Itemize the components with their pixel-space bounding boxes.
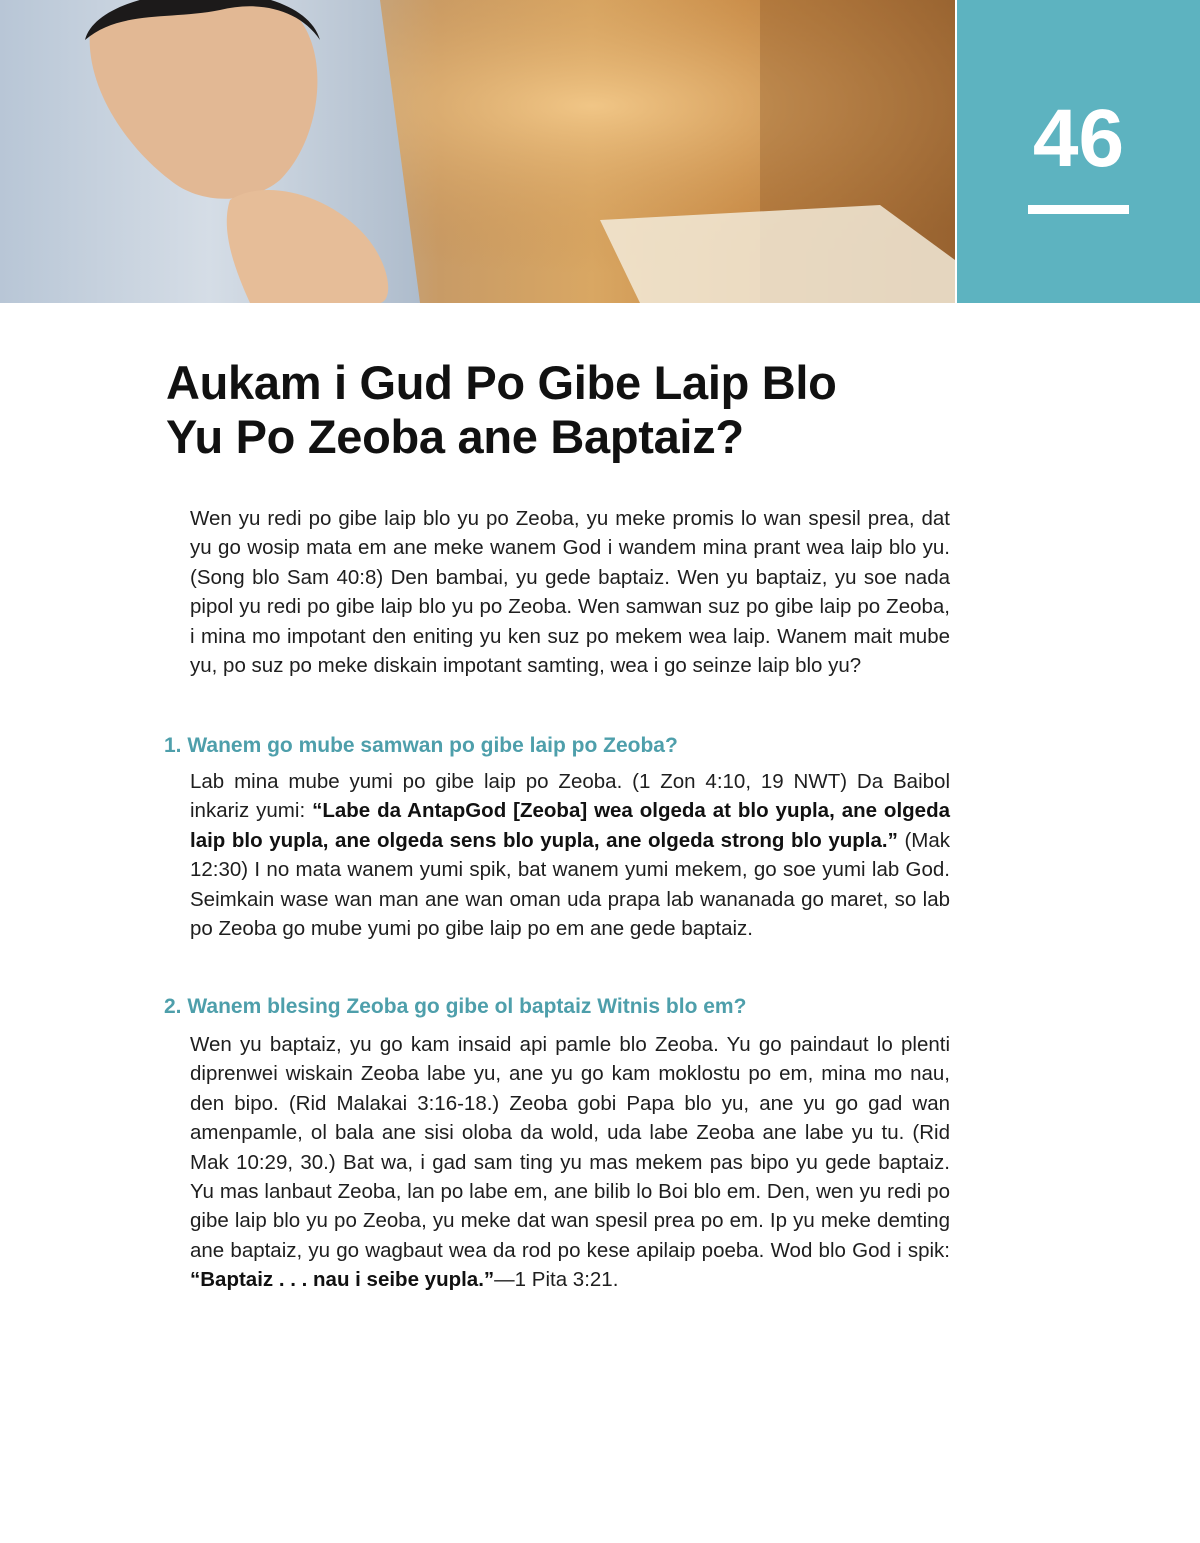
title-line-1: Aukam i Gud Po Gibe Laip Blo	[166, 356, 837, 409]
answer-1-quote: “Labe da AntapGod [Zeoba] wea olgeda at blo yupla, ane olgeda laip blo yupla, ane olgeda sens blo yupla, ane olgeda strong blo yupla.”	[190, 799, 950, 852]
lesson-number: 46	[1032, 93, 1125, 184]
question-1-heading: 1. Wanem go mube samwan po gibe laip po Zeoba?	[164, 734, 678, 757]
answer-2-quote: “Baptaiz . . . nau i seibe yupla.”	[190, 1268, 495, 1292]
question-2-heading: 2. Wanem blesing Zeoba go gibe ol baptaiz Witnis blo em?	[164, 995, 747, 1018]
hero-photo	[0, 0, 955, 303]
answer-1-text-a: Lab mina mube yumi po gibe laip po Zeoba. (1 Zon 4:10, 19 NWT) Da Baibol inkariz yumi:	[190, 770, 950, 823]
page-title	[166, 356, 966, 464]
answer-2-text-b: —1 Pita 3:21.	[494, 1268, 619, 1292]
intro-paragraph: Wen yu redi po gibe laip blo yu po Zeoba, yu meke promis lo wan spesil prea, dat yu go wosip mata em ane meke wanem God i wandem mina prant wea laip blo yu. (Song blo Sam 40:8) Den bambai, yu gede baptaiz. Wen yu baptaiz, yu soe nada pipol yu redi po gibe laip blo yu po Zeoba. Wen samwan suz po gibe laip po Zeoba, i mina mo impotant den eniting yu ken suz po mekem wea laip. Wanem mait mube yu, po suz po meke diskain impotant samting, wea i go seinze laip blo yu?	[190, 507, 950, 678]
answer-1-text-b: (Mak 12:30) I no mata wanem yumi spik, bat wanem yumi mekem, go soe yumi lab God. Seimkain wase wan man ane wan oman uda prapa lab wananada go maret, so lab po Zeoba go mube yumi po gibe laip po em ane gede baptaiz.	[190, 828, 951, 941]
answer-2-paragraph	[190, 1030, 950, 1295]
title-line-2: Yu Po Zeoba ane Baptaiz?	[166, 410, 744, 463]
praying-man-illustration	[0, 0, 955, 303]
lesson-number-underline	[1028, 205, 1129, 214]
answer-2-text-a: Wen yu baptaiz, yu go kam insaid api pamle blo Zeoba. Yu go paindaut lo plenti diprenwei wiskain Zeoba labe yu, ane yu go kam moklostu po em, mina mo nau, den bipo. (Rid Malakai 3:16-18.) Zeoba gobi Papa blo yu, ane yu go gad wan amenpamle, ol bala ane sisi oloba da wold, uda labe Zeoba ane labe yu tu. (Rid Mak 10:29, 30.) Bat wa, i gad sam ting yu mas mekem pas bipo yu gede baptaiz. Yu mas lanbaut Zeoba, lan po labe em, ane bilib lo Boi blo em. Den, wen yu redi po gibe laip blo yu po Zeoba, yu meke dat wan spesil prea po em. Ip yu meke demting ane baptaiz, yu go wagbaut wea da rod po kese apilaip poeba. Wod blo God i spik:	[190, 1033, 950, 1262]
answer-1-paragraph	[190, 767, 950, 943]
lesson-number-panel	[957, 0, 1200, 303]
